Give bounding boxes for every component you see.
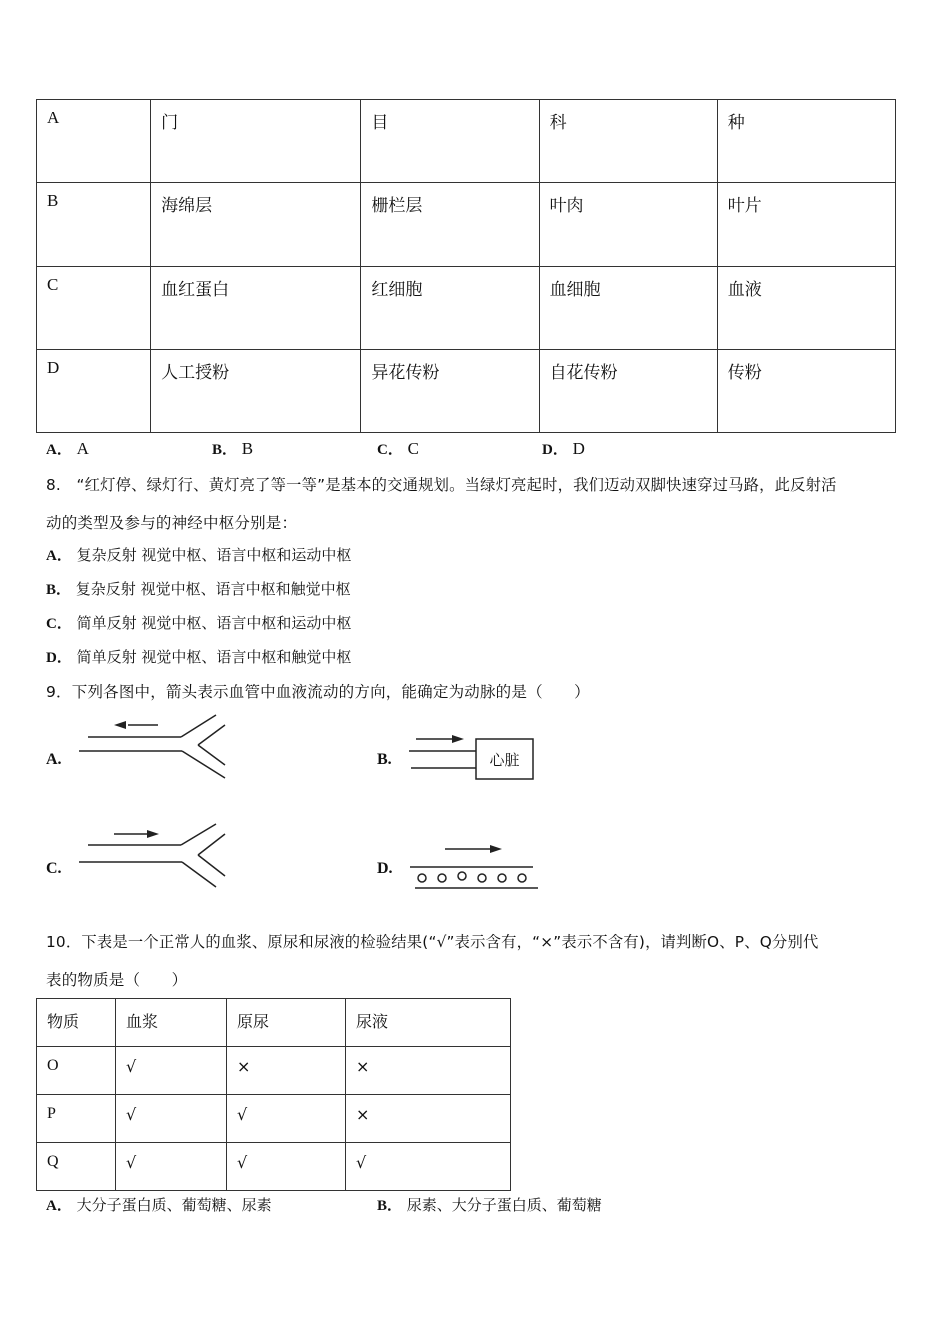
row-label: P (37, 1095, 116, 1143)
table-cell: 科 (539, 100, 717, 183)
table-cell: √ (227, 1095, 346, 1143)
table-row (37, 1047, 511, 1095)
table-cell: 海绵层 (151, 183, 361, 266)
q8-option-b[interactable]: B． 复杂反射 视觉中枢、语言中枢和触觉中枢 (46, 580, 351, 598)
table-cell: √ (227, 1143, 346, 1191)
table-cell: 种 (717, 100, 895, 183)
q10-stem-line2: 表的物质是（ ） (46, 971, 188, 989)
table-header-row (37, 999, 511, 1047)
table-cell: √ (116, 1047, 227, 1095)
q8-option-c[interactable]: C． 简单反射 视觉中枢、语言中枢和运动中枢 (46, 614, 352, 632)
table-cell: √ (116, 1143, 227, 1191)
table-row (37, 1095, 511, 1143)
branching-vessel-arrow-left-icon (79, 715, 225, 778)
table-cell: 人工授粉 (151, 349, 361, 432)
q10-stem-line1: 10．下表是一个正常人的血浆、原尿和尿液的检验结果(“√”表示含有，“×”表示不含有)，请判断O、P、Q分别代 (46, 933, 819, 951)
table-cell: × (227, 1047, 346, 1095)
table-cell: 叶肉 (539, 183, 717, 266)
column-header: 原尿 (227, 999, 346, 1047)
table-cell: 传粉 (717, 349, 895, 432)
row-label: D (37, 349, 151, 432)
column-header: 血浆 (116, 999, 227, 1047)
q9-option-b-label[interactable]: B. (377, 751, 392, 768)
q8-option-d[interactable]: D． 简单反射 视觉中枢、语言中枢和触觉中枢 (46, 648, 352, 666)
table-cell: 血红蛋白 (151, 266, 361, 349)
table-row (37, 1143, 511, 1191)
q8-stem-line2: 动的类型及参与的神经中枢分别是： (46, 514, 298, 532)
q7-option-c[interactable]: C． C (377, 439, 419, 458)
q10-option-a[interactable]: A． 大分子蛋白质、葡萄糖、尿素 (46, 1196, 272, 1214)
row-label: A (37, 100, 151, 183)
table-cell: × (346, 1047, 511, 1095)
capillary-arrow-right-icon (410, 845, 538, 888)
q7-option-a[interactable]: A． A (46, 439, 89, 458)
branching-vessel-arrow-right-icon (79, 824, 225, 887)
q7-option-b[interactable]: B． B (212, 439, 254, 458)
table-cell: √ (346, 1143, 511, 1191)
q9-stem: 9．下列各图中，箭头表示血管中血液流动的方向，能确定为动脉的是（ ） (46, 683, 590, 701)
q8-option-a[interactable]: A． 复杂反射 视觉中枢、语言中枢和运动中枢 (46, 546, 352, 564)
table-cell: 血细胞 (539, 266, 717, 349)
q7-option-d[interactable]: D． D (542, 439, 585, 458)
q10-option-b[interactable]: B． 尿素、大分子蛋白质、葡萄糖 (377, 1196, 602, 1214)
table-cell: 叶片 (717, 183, 895, 266)
q9-option-c-label[interactable]: C. (46, 860, 62, 877)
table-cell: √ (116, 1095, 227, 1143)
row-label: C (37, 266, 151, 349)
table-cell: × (346, 1095, 511, 1143)
column-header: 尿液 (346, 999, 511, 1047)
row-label: B (37, 183, 151, 266)
table-cell: 门 (151, 100, 361, 183)
q9-option-a-label[interactable]: A. (46, 751, 62, 768)
table-cell: 栅栏层 (361, 183, 539, 266)
table-cell: 血液 (717, 266, 895, 349)
q10-table (36, 998, 511, 1191)
column-header: 物质 (37, 999, 116, 1047)
row-label: O (37, 1047, 116, 1095)
table-cell: 目 (361, 100, 539, 183)
row-label: Q (37, 1143, 116, 1191)
table-cell: 自花传粉 (539, 349, 717, 432)
q9-option-d-label[interactable]: D. (377, 860, 393, 877)
q8-stem-line1: 8. “红灯停、绿灯行、黄灯亮了等一等”是基本的交通规划。当绿灯亮起时，我们迈动双脚快速穿过马路，此反射活 (46, 476, 837, 494)
table-cell: 异花传粉 (361, 349, 539, 432)
heart-box-label: 心脏 (489, 750, 520, 769)
table-cell: 红细胞 (361, 266, 539, 349)
